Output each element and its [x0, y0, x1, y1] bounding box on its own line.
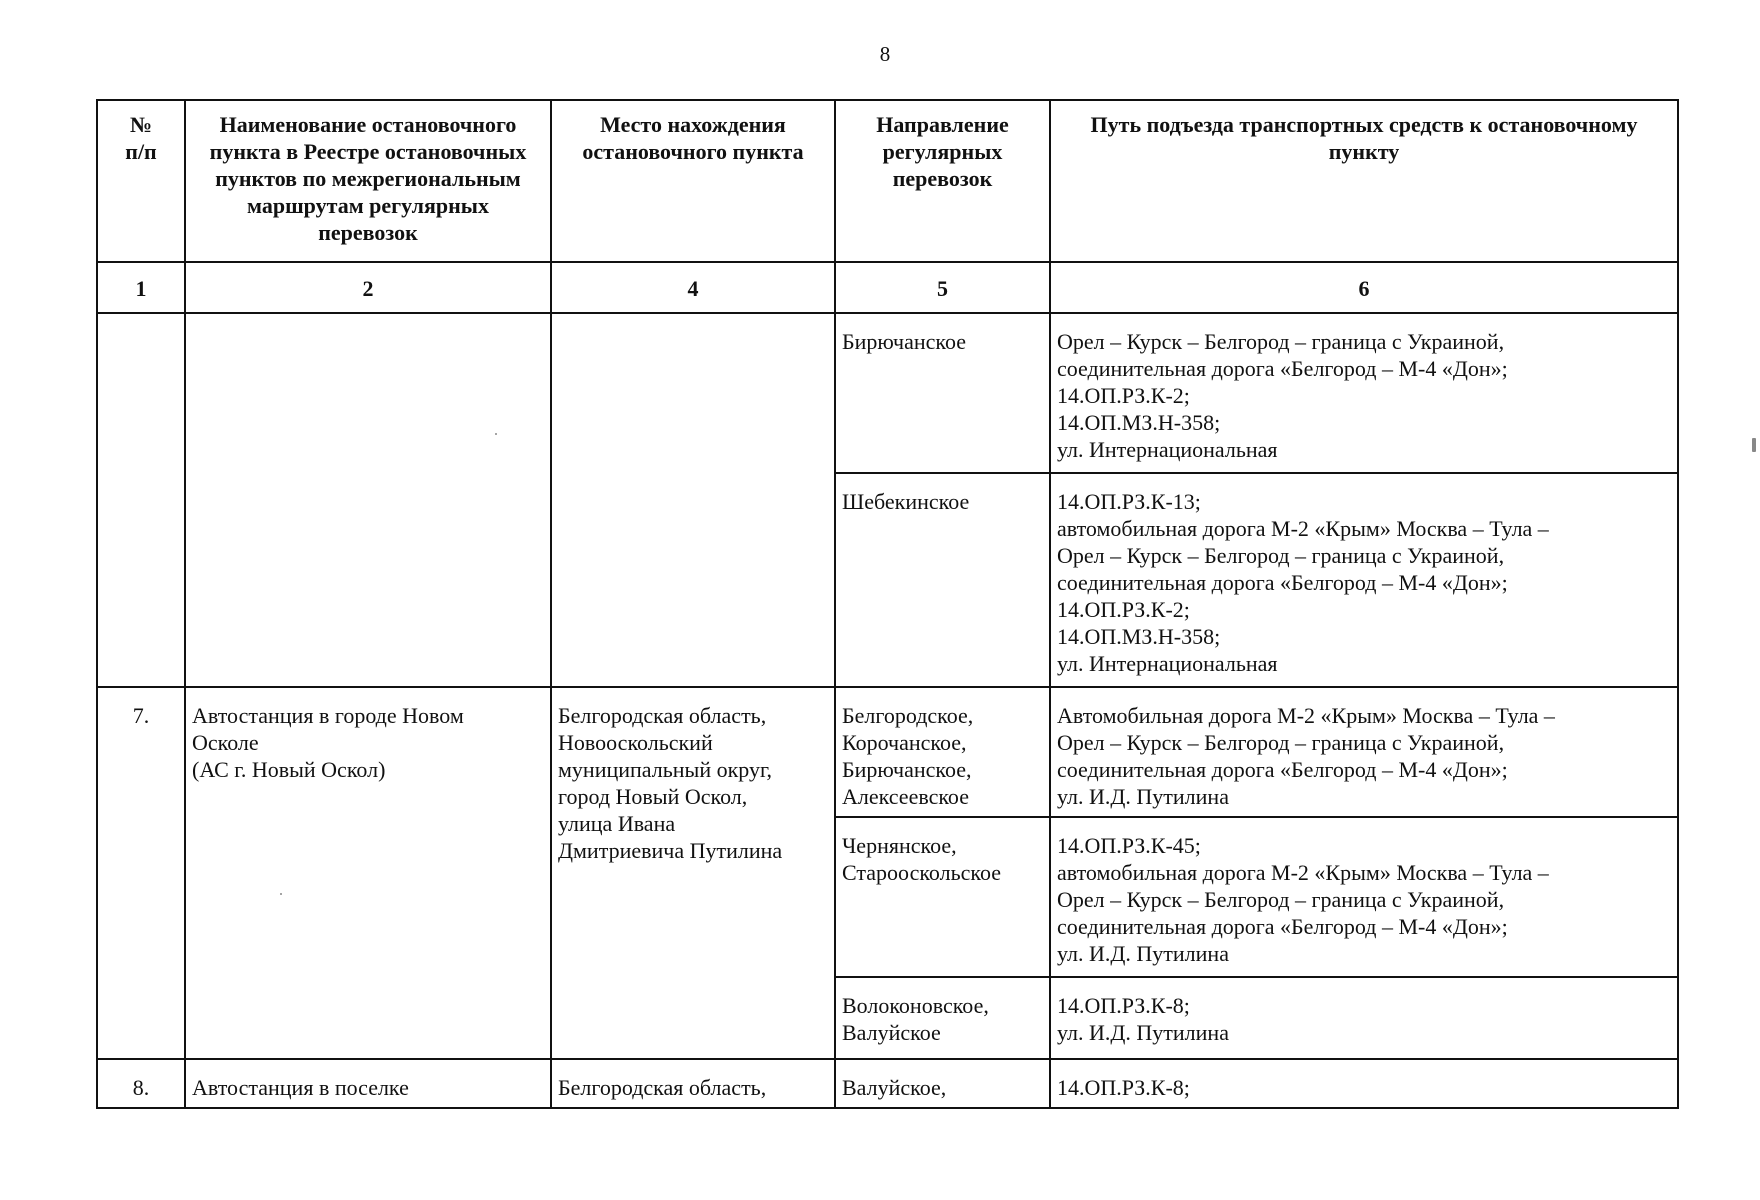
cell-path: Орел – Курск – Белгород – граница с Украиной, соединительная дорога «Белгород – М-4 «Дон»; 14.ОП.РЗ.К-2; 14.ОП.МЗ.Н-358; ул. Интернациональная: [1050, 313, 1678, 473]
cell-direction: Белгородское, Корочанское, Бирючанское, Алексеевское: [835, 687, 1050, 817]
column-number: 2: [185, 262, 551, 313]
header-path: Путь подъезда транспортных средств к остановочному пункту: [1050, 100, 1678, 262]
cell-path: 14.ОП.РЗ.К-8; ул. И.Д. Путилина: [1050, 977, 1678, 1059]
header-row: [97, 100, 1678, 262]
column-number: 1: [97, 262, 185, 313]
cell-num: 8.: [97, 1059, 185, 1108]
cell-num: 7.: [97, 687, 185, 1059]
cell-name: [185, 313, 551, 687]
column-number-row: [97, 262, 1678, 313]
cell-name: Автостанция в поселке: [185, 1059, 551, 1108]
table-row: [97, 313, 1678, 473]
cell-place: Белгородская область,: [551, 1059, 835, 1108]
header-direction: Направление регулярных перевозок: [835, 100, 1050, 262]
column-number: 6: [1050, 262, 1678, 313]
cell-place: [551, 313, 835, 687]
cell-path: 14.ОП.РЗ.К-8;: [1050, 1059, 1678, 1108]
cell-place: Белгородская область, Новооскольский муниципальный округ, город Новый Оскол, улица Ивана Дмитриевича Путилина: [551, 687, 835, 1059]
header-name: Наименование остановочного пункта в Реестре остановочных пунктов по межрегиональным маршрутам регулярных перевозок: [185, 100, 551, 262]
cell-direction: Шебекинское: [835, 473, 1050, 687]
scan-speck: [1752, 438, 1756, 452]
cell-direction: Бирючанское: [835, 313, 1050, 473]
table-row: [97, 1059, 1678, 1108]
header-num: № п/п: [97, 100, 185, 262]
column-number: 5: [835, 262, 1050, 313]
table-row: [97, 687, 1678, 817]
column-number: 4: [551, 262, 835, 313]
cell-path: 14.ОП.РЗ.К-45; автомобильная дорога М-2 «Крым» Москва – Тула – Орел – Курск – Белгород – граница с Украиной, соединительная дорога «Белгород – М-4 «Дон»; ул. И.Д. Путилина: [1050, 817, 1678, 977]
scan-speck: [280, 893, 282, 895]
cell-path: Автомобильная дорога М-2 «Крым» Москва – Тула – Орел – Курск – Белгород – граница с Украиной, соединительная дорога «Белгород – М-4 «Дон»; ул. И.Д. Путилина: [1050, 687, 1678, 817]
cell-name: Автостанция в городе Новом Осколе (АС г. Новый Оскол): [185, 687, 551, 1059]
stop-registry-table: [96, 99, 1679, 1109]
scan-speck: [495, 433, 497, 435]
page-number: 8: [879, 42, 891, 66]
header-place: Место нахождения остановочного пункта: [551, 100, 835, 262]
cell-direction: Валуйское,: [835, 1059, 1050, 1108]
cell-num: [97, 313, 185, 687]
cell-direction: Чернянское, Старооскольское: [835, 817, 1050, 977]
cell-direction: Волоконовское, Валуйское: [835, 977, 1050, 1059]
cell-path: 14.ОП.РЗ.К-13; автомобильная дорога М-2 «Крым» Москва – Тула – Орел – Курск – Белгород – граница с Украиной, соединительная дорога «Белгород – М-4 «Дон»; 14.ОП.РЗ.К-2; 14.ОП.МЗ.Н-358; ул. Интернациональная: [1050, 473, 1678, 687]
